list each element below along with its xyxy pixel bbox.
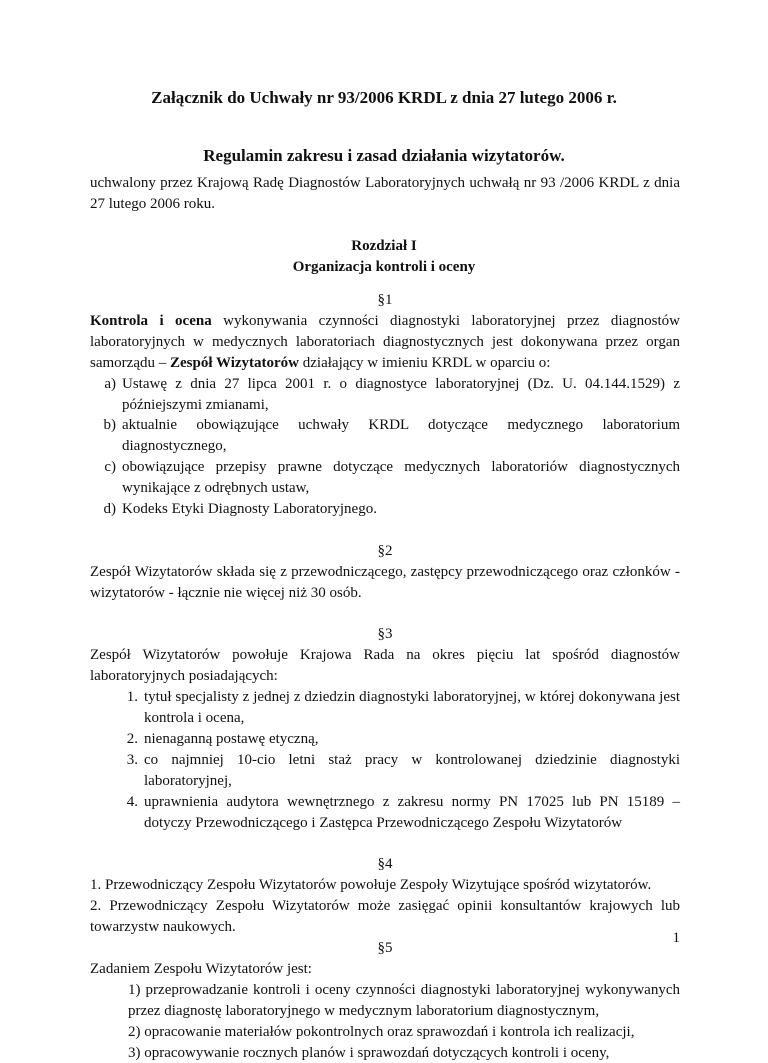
list-marker: 2. — [126, 731, 138, 747]
chapter-title: Organizacja kontroli i oceny — [292, 259, 476, 275]
list-text: nienaganną postawę etyczną, — [144, 731, 319, 747]
list-item: 1) przeprowadzanie kontroli i oceny czynności diagnostyki laboratoryjnej wykonywanych przez diagnostę laboratoryjnego w medycznym laboratorium diagnostycznym, — [128, 981, 680, 1019]
list-item: 2) opracowanie materiałów pokontrolnych oraz sprawozdań i kontrola ich realizacji, — [128, 1023, 635, 1040]
list-marker: b) — [103, 417, 116, 434]
chapter-label: Rozdział I — [351, 238, 417, 254]
list-text: obowiązujące przepisy prawne dotyczące medycznych laboratoriów diagnostycznych wynikające z odrębnych ustaw, — [122, 459, 680, 497]
list-marker: c) — [104, 459, 116, 476]
section-4-point-2: 2. Przewodniczący Zespołu Wizytatorów może zasięgać opinii konsultantów krajowych lub towarzystw naukowych. — [90, 898, 680, 936]
section-3-number: §3 — [377, 626, 393, 643]
list-item: 3) opracowywanie rocznych planów i sprawozdań dotyczących kontroli i oceny, — [128, 1044, 610, 1061]
section-1-bold-2: Zespół Wizytatorów — [169, 354, 300, 371]
section-1-text-1: wykonywania czynności diagnostyki laboratoryjnej przez diagnostów laboratoryjnych w medycznych laboratoriach diagnostycznych jest dokonywana przez organ samorządu – — [90, 312, 681, 371]
section-4-point-1: 1. Przewodniczący Zespołu Wizytatorów powołuje Zespoły Wizytujące spośród wizytatorów. — [90, 877, 652, 894]
intro-paragraph — [90, 173, 680, 215]
list-text: Ustawę z dnia 27 lipca 2001 r. o diagnostyce laboratoryjnej (Dz. U. 04.144.1529) z późniejszymi zmianami, — [122, 375, 680, 413]
section-1-text-2: działający w imieniu KRDL w oparciu o: — [299, 354, 551, 371]
section-4-number: §4 — [377, 856, 393, 873]
list-text: Kodeks Etyki Diagnosty Laboratoryjnego. — [122, 501, 377, 518]
list-item — [90, 792, 680, 834]
list-text: tytuł specjalisty z jednej z dziedzin diagnostyki laboratoryjnej, w której dokonywana jest kontrola i ocena, — [144, 689, 680, 727]
list-item — [90, 415, 680, 457]
list-marker: 3. — [126, 751, 138, 768]
list-item — [90, 687, 680, 729]
section-5-text: Zadaniem Zespołu Wizytatorów jest: — [90, 960, 312, 977]
section-3-text: Zespół Wizytatorów powołuje Krajowa Rada na okres pięciu lat spośród diagnostów laboratoryjnych posiadających: — [90, 647, 680, 685]
list-text: uprawnienia audytora wewnętrznego z zakresu normy PN 17025 lub PN 15189 – dotyczy Przewodniczącego i Zastępca Przewodniczącego Zespołu Wizytatorów — [144, 793, 680, 831]
section-1-bold-1: Kontrola i ocena — [90, 312, 212, 329]
document-body — [90, 290, 680, 1063]
section-1-number: §1 — [377, 292, 393, 308]
section-1-text — [90, 311, 680, 374]
list-marker: a) — [104, 375, 116, 392]
section-5-number: §5 — [377, 940, 393, 957]
list-item — [90, 729, 680, 750]
list-marker: 4. — [126, 793, 138, 810]
intro-text: uchwalony przez Krajową Radę Diagnostów Laboratoryjnych uchwałą nr 93 /2006 KRDL z dnia 27 lutego 2006 roku. — [90, 175, 680, 212]
document-subtitle: Regulamin zakresu i zasad działania wizytatorów. — [203, 146, 565, 165]
list-item — [90, 750, 680, 792]
list-item — [90, 374, 680, 416]
list-text: aktualnie obowiązujące uchwały KRDL dotyczące medycznego laboratorium diagnostycznego, — [122, 417, 680, 455]
list-marker: d) — [103, 501, 116, 518]
list-text: co najmniej 10-cio letni staż pracy w kontrolowanej dziedzinie diagnostyki laboratoryjnej, — [144, 751, 680, 789]
list-item — [90, 499, 680, 520]
chapter-heading — [0, 236, 768, 278]
document-title: Załącznik do Uchwały nr 93/2006 KRDL z dnia 27 lutego 2006 r. — [151, 88, 617, 107]
list-marker: 1. — [126, 689, 138, 706]
page-number: 1 — [672, 930, 680, 946]
list-item — [90, 457, 680, 499]
section-2-text: Zespół Wizytatorów składa się z przewodniczącego, zastępcy przewodniczącego oraz członków - wizytatorów - łącznie nie więcej niż 30 osób. — [90, 563, 680, 601]
section-2-number: §2 — [377, 542, 393, 559]
